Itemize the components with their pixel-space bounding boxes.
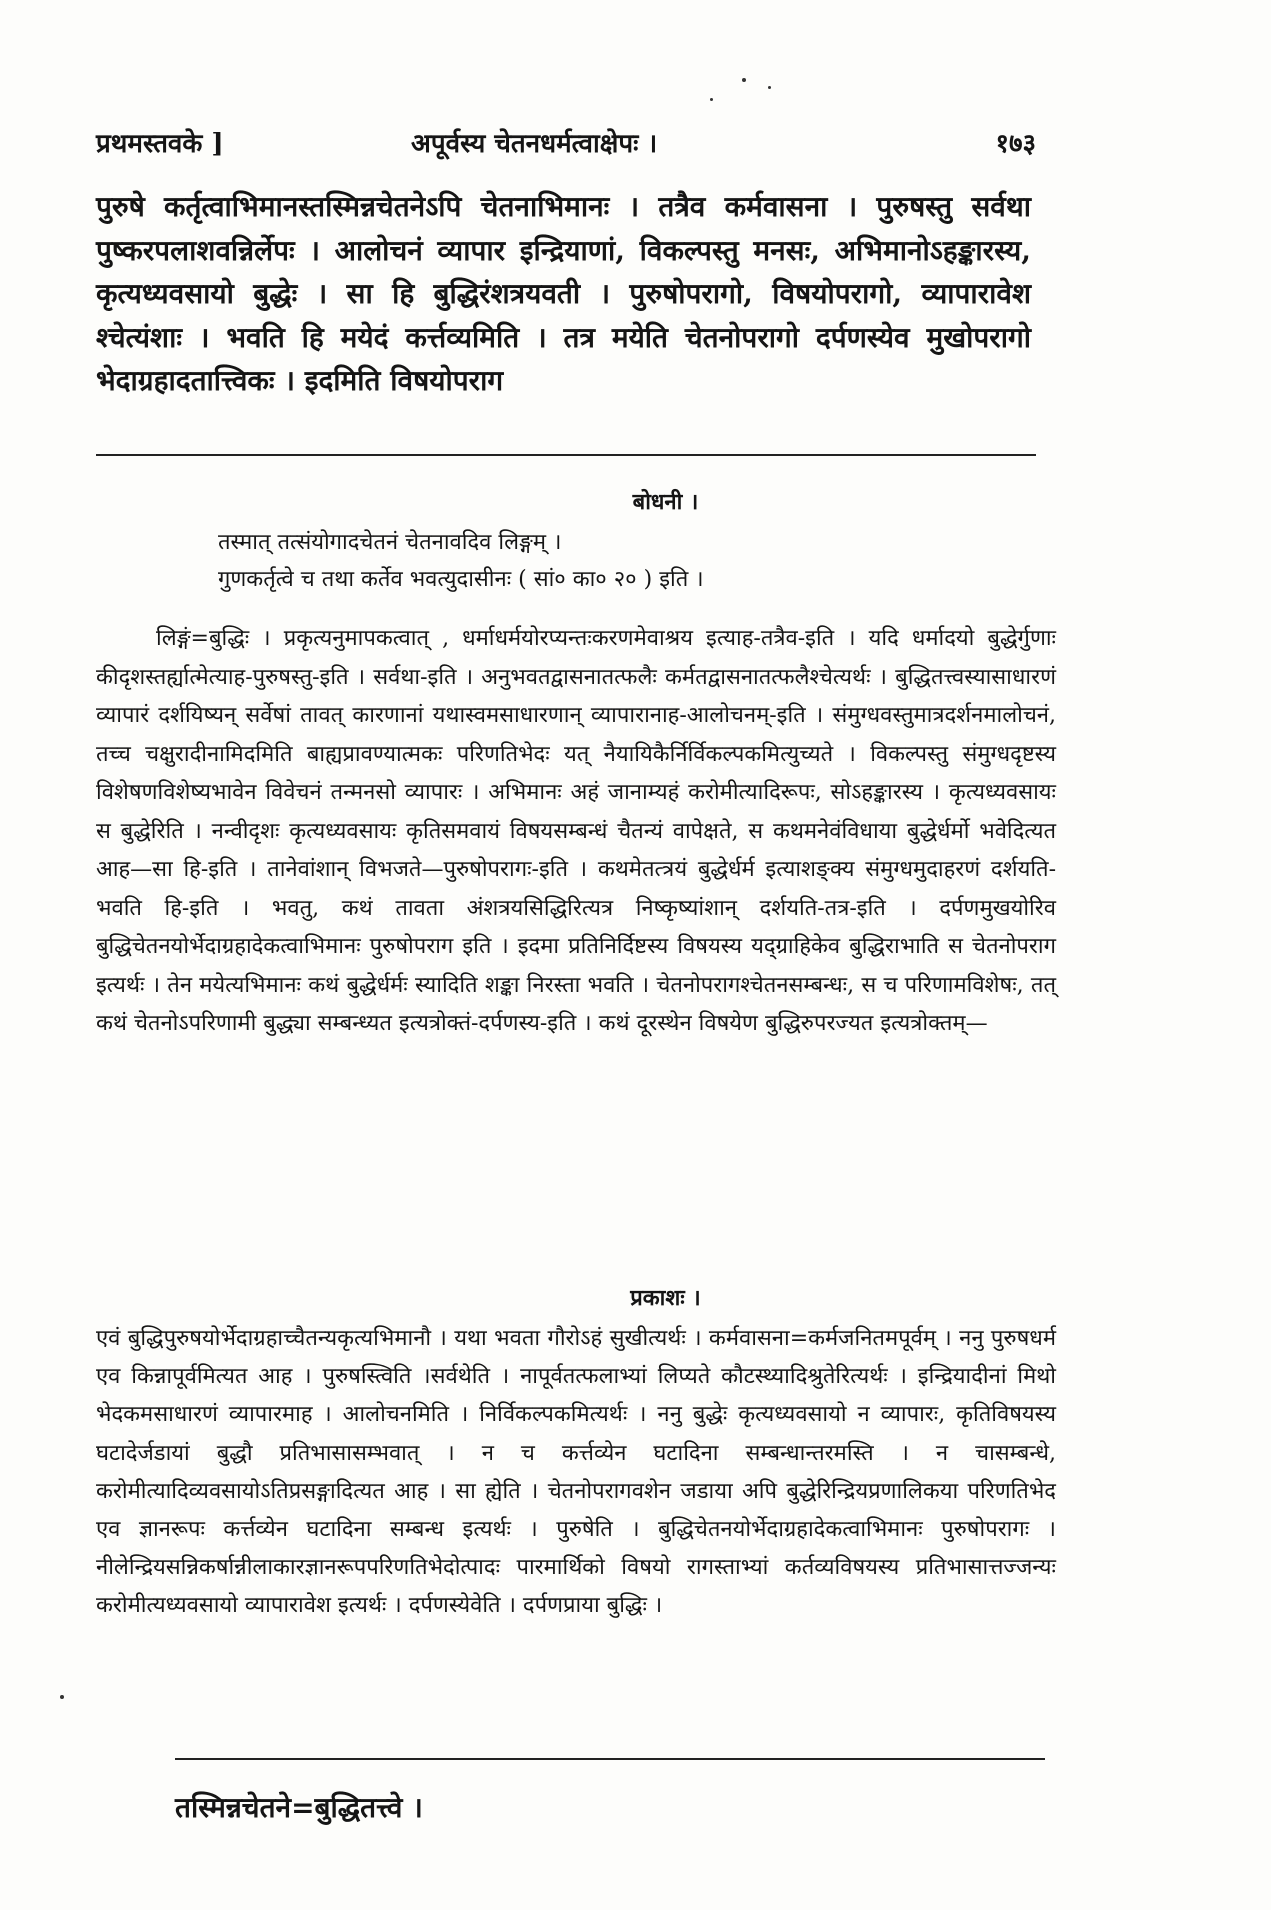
prakasha-commentary: एवं बुद्धिपुरुषयोर्भेदाग्रहाच्चैतन्यकृत्यभिमानौ । यथा भवता गौरोऽहं सुखीत्यर्थः । कर्मवासना=कर्मजनितमपूर्वम् । ननु पुरुषधर्म एव किन्नापूर्वमित्यत आह । पुरुषस्त्विति ।सर्वथेति । नापूर्वतत्फलाभ्यां लिप्यते कौटस्थ्यादिश्रुतेरित्यर्थः । इन्द्रियादीनां मिथो भेदकमसाधारणं व्यापारमाह । आलोचनमिति । निर्विकल्पकमित्यर्थः । ननु बुद्धेः कृत्यध्यवसायो न व्यापारः, कृतिविषयस्य घटादेर्जडायां बुद्धौ प्रतिभासासम्भवात् । न च कर्त्तव्येन घटादिना सम्बन्धान्तरमस्ति । न चासम्बन्धे, करोमीत्यादिव्यवसायोऽतिप्रसङ्गादित्यत आह । सा ह्येति । चेतनोपरागवशेन जडाया अपि बुद्धेरिन्द्रियप्रणालिकया परिणतिभेद एव ज्ञानरूपः कर्त्तव्येन घटादिना सम्बन्ध इत्यर्थः । पुरुषेति । बुद्धिचेतनयोर्भेदाग्रहादेकत्वाभिमानः पुरुषोपरागः । नीलेन्द्रियसन्निकर्षान्नीलाकारज्ञानरूपपरिणतिभेदोत्पादः पारमार्थिको विषयो रागस्ताभ्यां कर्तव्यविषयस्य प्रतिभासात्तज्जन्यः करोमीत्यध्यवसायो व्यापारावेश इत्यर्थः । दर्पणस्येवेति । दर्पणप्राया बुद्धिः । [96,1326,1056,1619]
section-label: प्रथमस्तवके ] [96,129,224,159]
running-header [96,124,1036,164]
bodhini-verse-line-2: गुणकर्तृत्वे च तथा कर्तेव भवत्युदासीनः ( सां० का० २० ) इति । [218,567,704,592]
prakasha-heading: प्रकाशः । [630,1285,701,1311]
divider-rule [96,454,1036,456]
footnote: तस्मिन्नचेतने=बुद्धितत्त्वे । [175,1791,423,1824]
footnote-rule [175,1758,1045,1760]
main-text: पुरुषे कर्तृत्वाभिमानस्तस्मिन्नचेतनेऽपि चेतनाभिमानः । तत्रैव कर्मवासना । पुरुषस्तु सर्वथा पुष्करपलाशवन्निर्लेपः । आलोचनं व्यापार इन्द्रियाणां, विकल्पस्तु मनसः, अभिमानोऽहङ्कारस्य, कृत्यध्यवसायो बुद्धेः । सा हि बुद्धिरंशत्रयवती । पुरुषोपरागो, विषयोपरागो, व्यापारावेश श्चेत्यंशाः । भवति हि मयेदं कर्त्तव्यमिति । तत्र मयेति चेतनोपरागो दर्पणस्येव मुखोपरागो भेदाग्रहादतात्त्विकः । इदमिति विषयोपराग [96,190,1031,397]
bodhini-heading: बोधनी । [632,489,699,515]
bodhini-commentary: लिङ्गं=बुद्धिः । प्रकृत्यनुमापकत्वात् , धर्माधर्मयोरप्यन्तःकरणमेवाश्रय इत्याह-तत्रैव-इति । यदि धर्मादयो बुद्धेर्गुणाः कीदृशस्तर्ह्यात्मेत्याह-पुरुषस्तु-इति । सर्वथा-इति । अनुभवतद्वासनातत्फलैः कर्मतद्वासनातत्फलैश्चेत्यर्थः । बुद्धितत्त्वस्यासाधारणं व्यापारं दर्शयिष्यन् सर्वेषां तावत् कारणानां यथास्वमसाधारणान् व्यापारानाह-आलोचनम्-इति । संमुग्धवस्तुमात्रदर्शनमालोचनं, तच्च चक्षुरादीनामिदमिति बाह्यप्रावण्यात्मकः परिणतिभेदः यत् नैयायिकैर्निर्विकल्पकमित्युच्यते । विकल्पस्तु संमुग्धदृष्टस्य विशेषणविशेष्यभावेन विवेचनं तन्मनसो व्यापारः । अभिमानः अहं जानाम्यहं करोमीत्यादिरूपः, सोऽहङ्कारस्य । कृत्यध्यवसायः स बुद्धेरिति । नन्वीदृशः कृत्यध्यवसायः कृतिसमवायं विषयसम्बन्धं चैतन्यं वापेक्षते, स कथमनेवंविधाया बुद्धेर्धर्मो भवेदित्यत आह—सा हि-इति । तानेवांशान् विभजते—पुरुषोपरागः-इति । कथमेतत्त्रयं बुद्धेर्धर्म इत्याशङ्क्य संमुग्धमुदाहरणं दर्शयति-भवति हि-इति । भवतु, कथं तावता अंशत्रयसिद्धिरित्यत्र निष्कृष्यांशान् दर्शयति-तत्र-इति । दर्पणमुखयोरिव बुद्धिचेतनयोर्भेदाग्रहादेकत्वाभिमानः पुरुषोपराग इति । इदमा प्रतिनिर्दिष्टस्य विषयस्य यद्ग्राहिकेव बुद्धिराभाति स चेतनोपराग इत्यर्थः । तेन मयेत्यभिमानः कथं बुद्धेर्धर्मः स्यादिति शङ्का निरस्ता भवति । चेतनोपरागश्चेतनसम्बन्धः, स च परिणामविशेषः, तत् कथं चेतनोऽपरिणामी बुद्ध्या सम्बन्ध्यत इत्यत्रोक्तं-दर्पणस्य-इति । कथं दूरस्थेन विषयेण बुद्धिरुपरज्यत इत्यत्रोक्तम्— [96,626,1056,1036]
page-number: १७३ [995,129,1036,159]
running-title: अपूर्वस्य चेतनधर्मत्वाक्षेपः । [411,129,658,159]
bodhini-verse-line-1: तस्मात् तत्संयोगादचेतनं चेतनावदिव लिङ्गम् । [218,530,562,555]
